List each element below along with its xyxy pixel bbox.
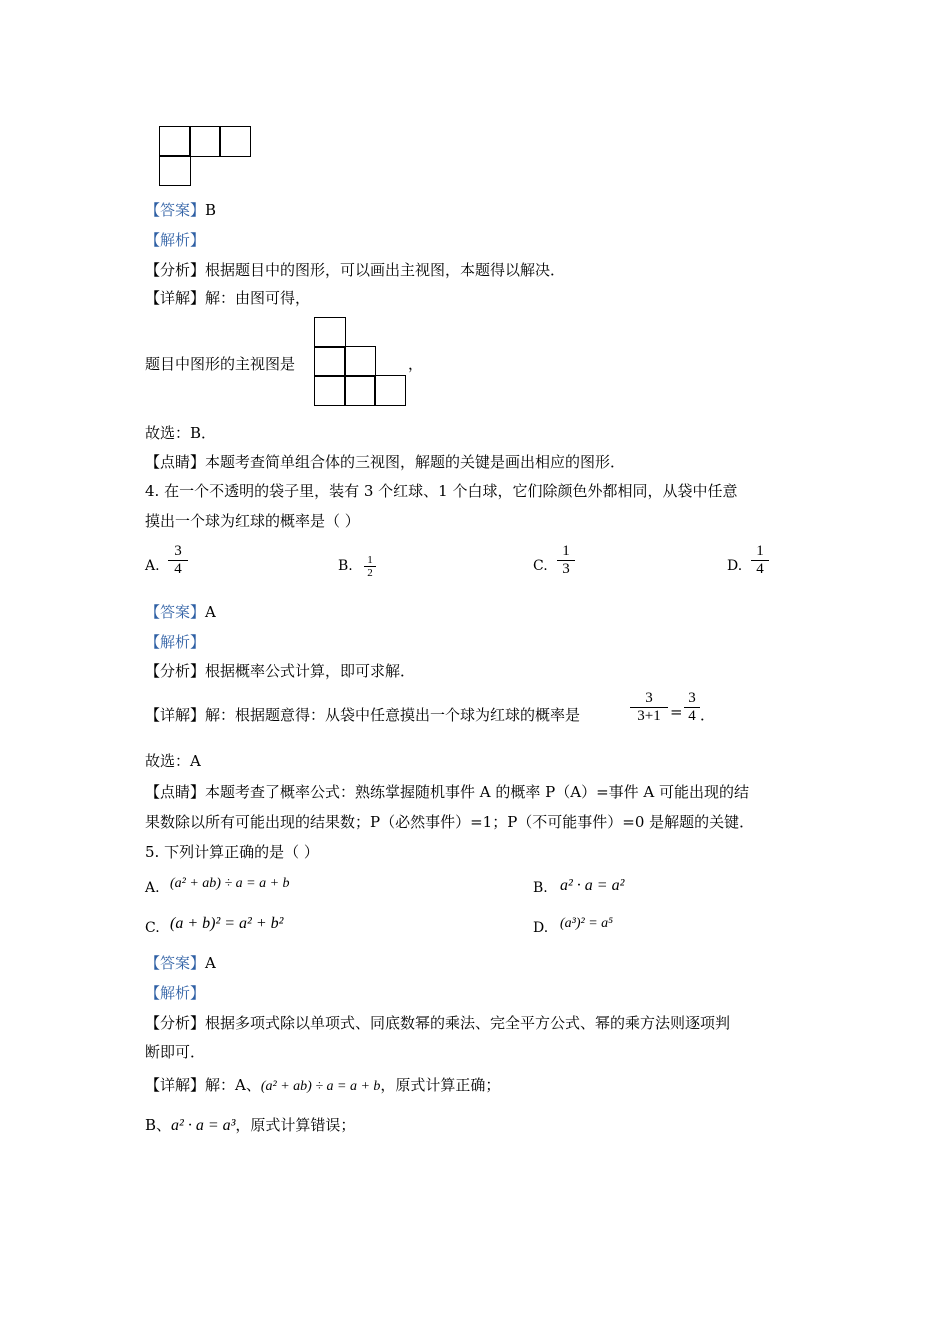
fenxi-text: 根据题目中的图形，可以画出主视图，本题得以解决． bbox=[205, 261, 566, 279]
diagram-cell bbox=[344, 346, 376, 377]
q4-answer bbox=[145, 602, 216, 622]
option-b-label: B. bbox=[338, 558, 353, 574]
option-c-label: C. bbox=[145, 920, 160, 936]
fenxi-tag: 【分析】 bbox=[145, 261, 206, 279]
xiangjie-tag: 【详解】 bbox=[145, 1076, 206, 1094]
answer-value: A bbox=[205, 954, 216, 972]
q3-dianjing bbox=[145, 452, 625, 472]
answer-tag: 【答案】 bbox=[145, 201, 206, 219]
q3-answer bbox=[145, 200, 216, 220]
option-d-label: D. bbox=[727, 558, 743, 574]
fenxi-tag: 【分析】 bbox=[145, 1014, 206, 1032]
dianjing-text: 本题考查简单组合体的三视图，解题的关键是画出相应的图形． bbox=[205, 453, 626, 471]
q4-analysis-tag: 【解析】 bbox=[145, 633, 206, 651]
front-view-comma: ， bbox=[408, 355, 424, 373]
q4-stem-line2: 摸出一个球为红球的概率是（ ） bbox=[145, 512, 360, 530]
xiangjie-post: ，原式计算正确； bbox=[380, 1076, 501, 1094]
xiangjie-tag: 【详解】 bbox=[145, 706, 206, 724]
fraction-denominator: 4 bbox=[174, 561, 182, 577]
xiangjie-text: 解：A、 bbox=[205, 1076, 261, 1094]
formula-fraction-1 bbox=[630, 690, 668, 725]
q4-fenxi bbox=[145, 661, 415, 681]
dianjing-tag: 【点睛】 bbox=[145, 453, 206, 471]
fraction-denominator: 3 bbox=[562, 561, 570, 577]
option-b-label: B. bbox=[533, 880, 548, 896]
answer-value: A bbox=[205, 603, 216, 621]
b-pre: B、 bbox=[145, 1116, 172, 1134]
option-a-expr: (a² + ab) ÷ a = a + b bbox=[170, 876, 290, 891]
dianjing-text: 本题考查了概率公式：熟练掌握随机事件 A 的概率 P（A）=事件 A 可能出现的结 bbox=[205, 783, 750, 801]
fraction-numerator: 1 bbox=[756, 543, 764, 559]
dianjing-tag: 【点睛】 bbox=[145, 783, 206, 801]
formula-end: ． bbox=[700, 706, 716, 724]
fraction-denominator: 2 bbox=[367, 567, 373, 579]
option-d-label: D. bbox=[533, 920, 549, 936]
q3-guxuan: 故选：B． bbox=[145, 424, 217, 442]
b-post: ，原式计算错误； bbox=[235, 1116, 356, 1134]
q4-guxuan: 故选：A bbox=[145, 752, 201, 770]
answer-tag: 【答案】 bbox=[145, 603, 206, 621]
diagram-cell bbox=[314, 317, 346, 348]
diagram-cell bbox=[374, 375, 406, 406]
option-c-expr: (a + b)² = a² + b² bbox=[170, 915, 284, 932]
option-d-fraction bbox=[751, 543, 769, 578]
diagram-cell bbox=[314, 375, 346, 406]
fraction-numerator: 3 bbox=[688, 690, 696, 706]
fenxi-text: 根据多项式除以单项式、同底数幂的乘法、完全平方公式、幂的乘方法则逐项判 bbox=[205, 1014, 731, 1032]
answer-value: B bbox=[205, 201, 217, 219]
fraction-numerator: 1 bbox=[367, 554, 373, 566]
q5-xiangjie bbox=[145, 1075, 500, 1097]
answer-tag: 【答案】 bbox=[145, 954, 206, 972]
fenxi-text: 根据概率公式计算，即可求解． bbox=[205, 662, 416, 680]
q5-fenxi-line1 bbox=[145, 1013, 730, 1033]
diagram-cell bbox=[219, 126, 251, 157]
fraction-denominator: 3+1 bbox=[637, 708, 661, 724]
fraction-denominator: 4 bbox=[756, 561, 764, 577]
q4-dianjing-line1 bbox=[145, 782, 749, 802]
q5-analysis-tag: 【解析】 bbox=[145, 984, 206, 1002]
xiangjie-text: 解：根据题意得：从袋中任意摸出一个球为红球的概率是 bbox=[205, 706, 581, 724]
fenxi-tag: 【分析】 bbox=[145, 662, 206, 680]
option-a-fraction bbox=[168, 543, 188, 578]
option-b-fraction bbox=[364, 554, 376, 579]
q3-xiangjie bbox=[145, 288, 310, 308]
option-a-label: A. bbox=[145, 880, 160, 896]
option-c-label: C. bbox=[533, 558, 548, 574]
diagram-cell bbox=[189, 126, 221, 157]
b-expr: a² · a = a³ bbox=[171, 1117, 236, 1134]
option-a-label: A. bbox=[145, 558, 160, 574]
formula-equals: = bbox=[670, 703, 683, 721]
q4-stem-line1: 4. 在一个不透明的袋子里，装有 3 个红球、1 个白球，它们除颜色外都相同，从袋中任意 bbox=[145, 482, 738, 500]
fraction-numerator: 3 bbox=[174, 543, 182, 559]
fraction-numerator: 1 bbox=[562, 543, 570, 559]
option-d-expr: (a³)² = a⁵ bbox=[560, 916, 614, 931]
fraction-denominator: 4 bbox=[688, 708, 696, 724]
formula-fraction-2 bbox=[684, 690, 700, 725]
option-b-expr: a² · a = a² bbox=[560, 877, 625, 894]
q5-b-line bbox=[145, 1115, 355, 1136]
q4-xiangjie bbox=[145, 705, 580, 725]
front-view-text: 题目中图形的主视图是 bbox=[145, 355, 296, 373]
q5-fenxi-line2: 断即可． bbox=[145, 1043, 206, 1061]
q3-analysis-tag: 【解析】 bbox=[145, 231, 206, 249]
option-c-fraction bbox=[557, 543, 575, 578]
diagram-cell bbox=[159, 155, 191, 186]
diagram-cell bbox=[344, 375, 376, 406]
q5-answer bbox=[145, 953, 216, 973]
diagram-cell bbox=[159, 126, 191, 157]
diagram-cell bbox=[314, 346, 346, 377]
q4-dianjing-line2: 果数除以所有可能出现的结果数；P（必然事件）=1；P（不可能事件）=0 是解题的关键． bbox=[145, 813, 755, 831]
xiangjie-text: 解：由图可得， bbox=[205, 289, 311, 307]
fraction-numerator: 3 bbox=[645, 690, 653, 706]
xiangjie-expr: (a² + ab) ÷ a = a + b bbox=[260, 1079, 381, 1094]
q3-fenxi bbox=[145, 260, 565, 280]
q5-stem: 5. 下列计算正确的是（ ） bbox=[145, 843, 319, 861]
xiangjie-tag: 【详解】 bbox=[145, 289, 206, 307]
